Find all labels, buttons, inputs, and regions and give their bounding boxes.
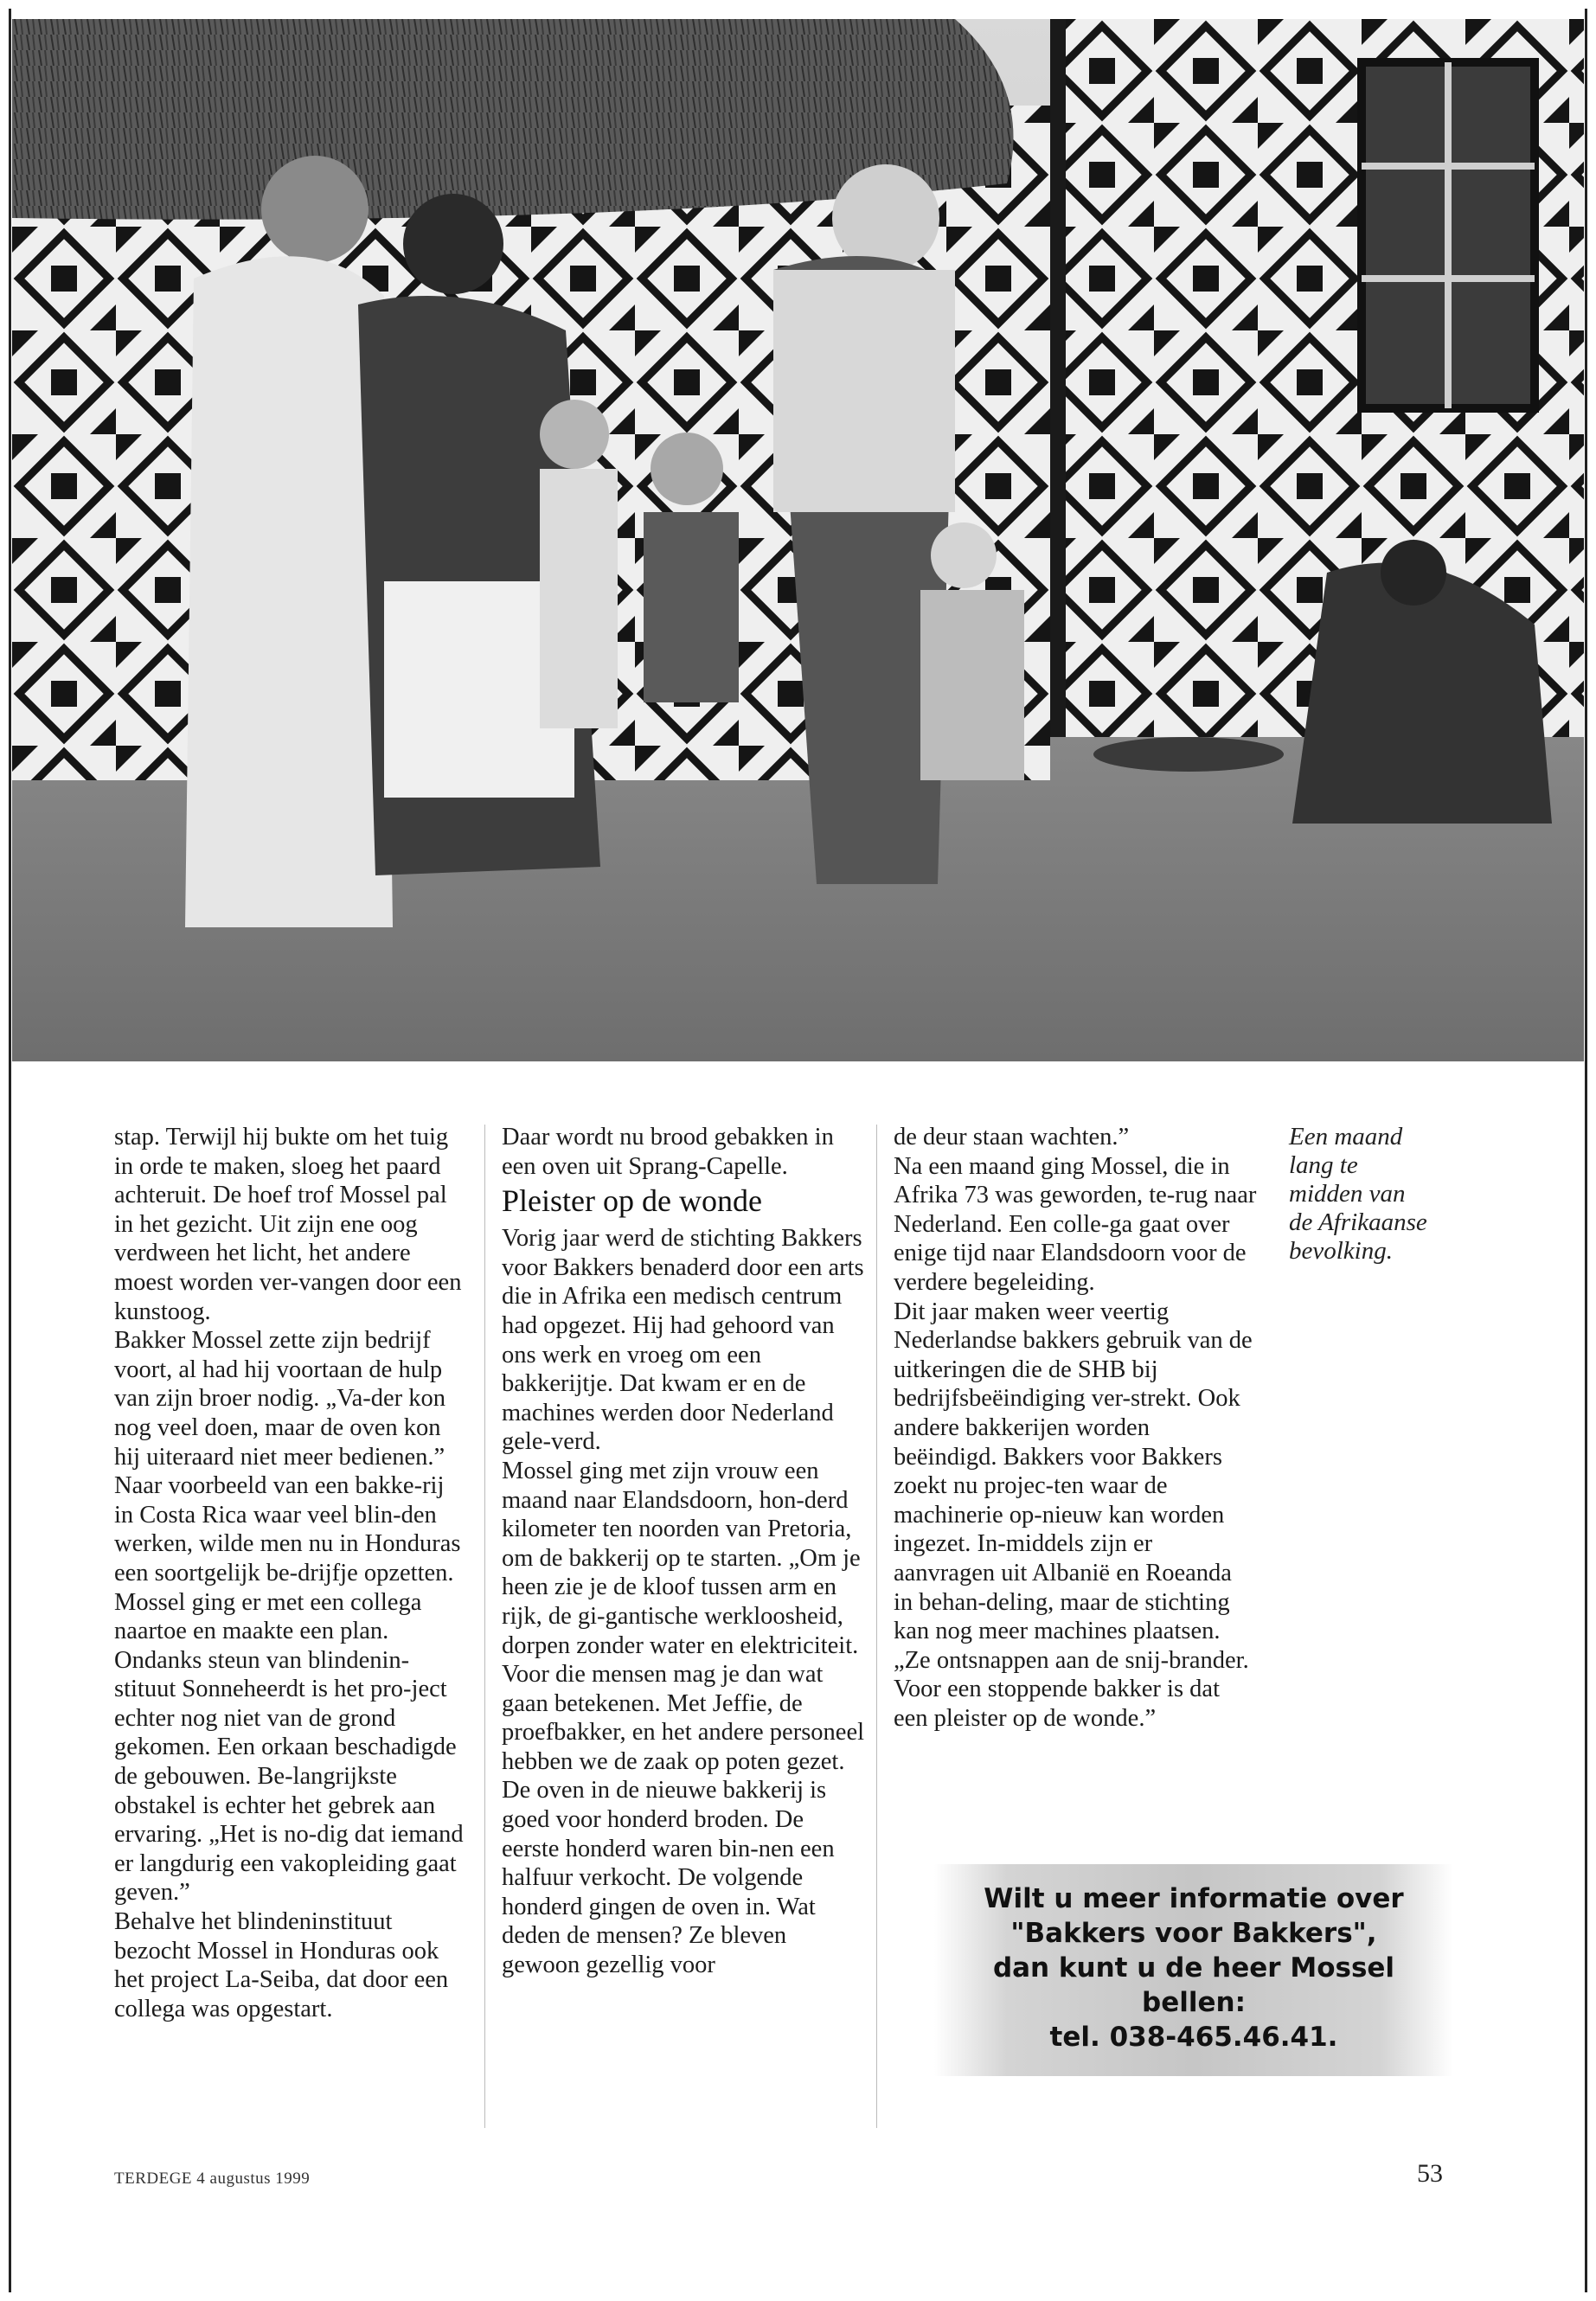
section-heading: Pleister op de wonde <box>502 1183 762 1219</box>
article-column-3 <box>894 1123 1257 1733</box>
paragraph: Daar wordt nu brood gebakken in een oven uit Sprang-Capelle. <box>502 1124 834 1180</box>
pull-quote-line: Een maand <box>1289 1123 1403 1150</box>
paragraph: stap. Terwijl hij bukte om het tuig in orde te maken, sloeg het paard achteruit. De hoef trof Mossel pal in het gezicht. Uit zijn ene oog verdween het licht, het andere moest worden ver-vangen door een kunstoog. <box>114 1124 462 1325</box>
pull-quote-line: lang te <box>1289 1151 1358 1179</box>
page-number: 53 <box>1417 2159 1443 2188</box>
article-column-1 <box>114 1123 465 2023</box>
pull-quote-line: midden van <box>1289 1180 1406 1208</box>
info-line: "Bakkers voor Bakkers", <box>1010 1918 1377 1949</box>
phone-number: tel. 038-465.46.41. <box>1049 2022 1338 2053</box>
article-column-2 <box>502 1123 865 1980</box>
paragraph: Mossel ging met zijn vrouw een maand naar Elandsdoorn, hon-derd kilometer ten noorden van Pretoria, om de bakkerij op te starten. „Om je heen zie je de kloof tussen arm en rijk, de gi-gantische werkloosheid, dorpen zonder water en elektriciteit. Voor die mensen mag je dan wat gaan betekenen. Met Jeffie, de proefbakker, en het andere personeel hebben we de zaak op poten gezet. <box>502 1457 865 1775</box>
paragraph: Na een maand ging Mossel, die in Afrika 73 was geworden, te-rug naar Nederland. Een colle-ga gaat over enige tijd naar Elandsdoorn voor de verdere begeleiding. <box>894 1152 1257 1296</box>
paragraph: Naar voorbeeld van een bakke-rij in Costa Rica waar veel blin-den werken, wilde men nu in Honduras een soortgelijk be-drijfje opzetten. Mossel ging er met een collega naartoe en maakte een plan. <box>114 1472 461 1645</box>
column-divider <box>484 1125 485 2128</box>
info-line: bellen: <box>1142 1987 1246 2018</box>
paragraph: Bakker Mossel zette zijn bedrijf voort, al had hij voortaan de hulp van zijn broer nodig. „Va-der kon nog veel doen, maar de oven kon hij uiteraard niet meer bedienen.” <box>114 1327 446 1471</box>
info-line: Wilt u meer informatie over <box>984 1883 1404 1914</box>
info-line: dan kunt u de heer Mossel <box>992 1952 1395 1984</box>
pull-quote-line: bevolking. <box>1289 1237 1393 1265</box>
pull-quote <box>1289 1123 1488 1266</box>
column-divider <box>876 1125 877 2128</box>
paragraph: De oven in de nieuwe bakkerij is goed voor honderd broden. De eerste honderd waren bin-nen een halfuur verkocht. De volgende honderd gingen de oven in. Wat deden de mensen? Ze bleven gewoon gezellig voor <box>502 1777 835 1979</box>
paragraph: Dit jaar maken weer veertig Nederlandse bakkers gebruik van de uitkeringen die de SHB bij bedrijfsbeëindiging ver-strekt. Ook andere bakkerijen worden beëindigd. Bakkers voor Bakkers zoekt nu projec-ten waar de machinerie op-nieuw kan worden ingezet. In-middels zijn er aanvragen uit Albanië en Roeanda in behan-deling, maar de stichting kan nog meer machines plaatsen. „Ze ontsnappen aan de snij-brander. Voor een stoppende bakker is dat een pleister op de wonde.” <box>894 1298 1253 1732</box>
paragraph: Vorig jaar werd de stichting Bakkers voor Bakkers benaderd door een arts die in Afrika een medisch centrum had opgezet. Hij had gehoord van ons werk en vroeg om een bakkerijtje. Dat kwam er en de machines werden door Nederland gele-verd. <box>502 1225 864 1456</box>
paragraph: Ondanks steun van blindenin-stituut Sonneheerdt is het pro-ject echter nog niet van de grond gekomen. Een orkaan beschadigde de gebouwen. Be-langrijkste obstakel is echter het gebrek aan ervaring. „Het is no-dig dat iemand er langdurig een vakopleiding gaat geven.” <box>114 1646 464 1907</box>
publication-footer: TERDEGE 4 augustus 1999 <box>114 2170 311 2188</box>
contact-info-box <box>934 1864 1453 2076</box>
pull-quote-line: de Afrikaanse <box>1289 1208 1427 1236</box>
paragraph: de deur staan wachten.” <box>894 1124 1130 1150</box>
article-photo <box>12 19 1584 1061</box>
paragraph: Behalve het blindeninstituut bezocht Mossel in Honduras ook het project La-Seiba, dat door een collega was opgestart. <box>114 1908 449 2022</box>
photo-illustration <box>12 19 1584 1061</box>
